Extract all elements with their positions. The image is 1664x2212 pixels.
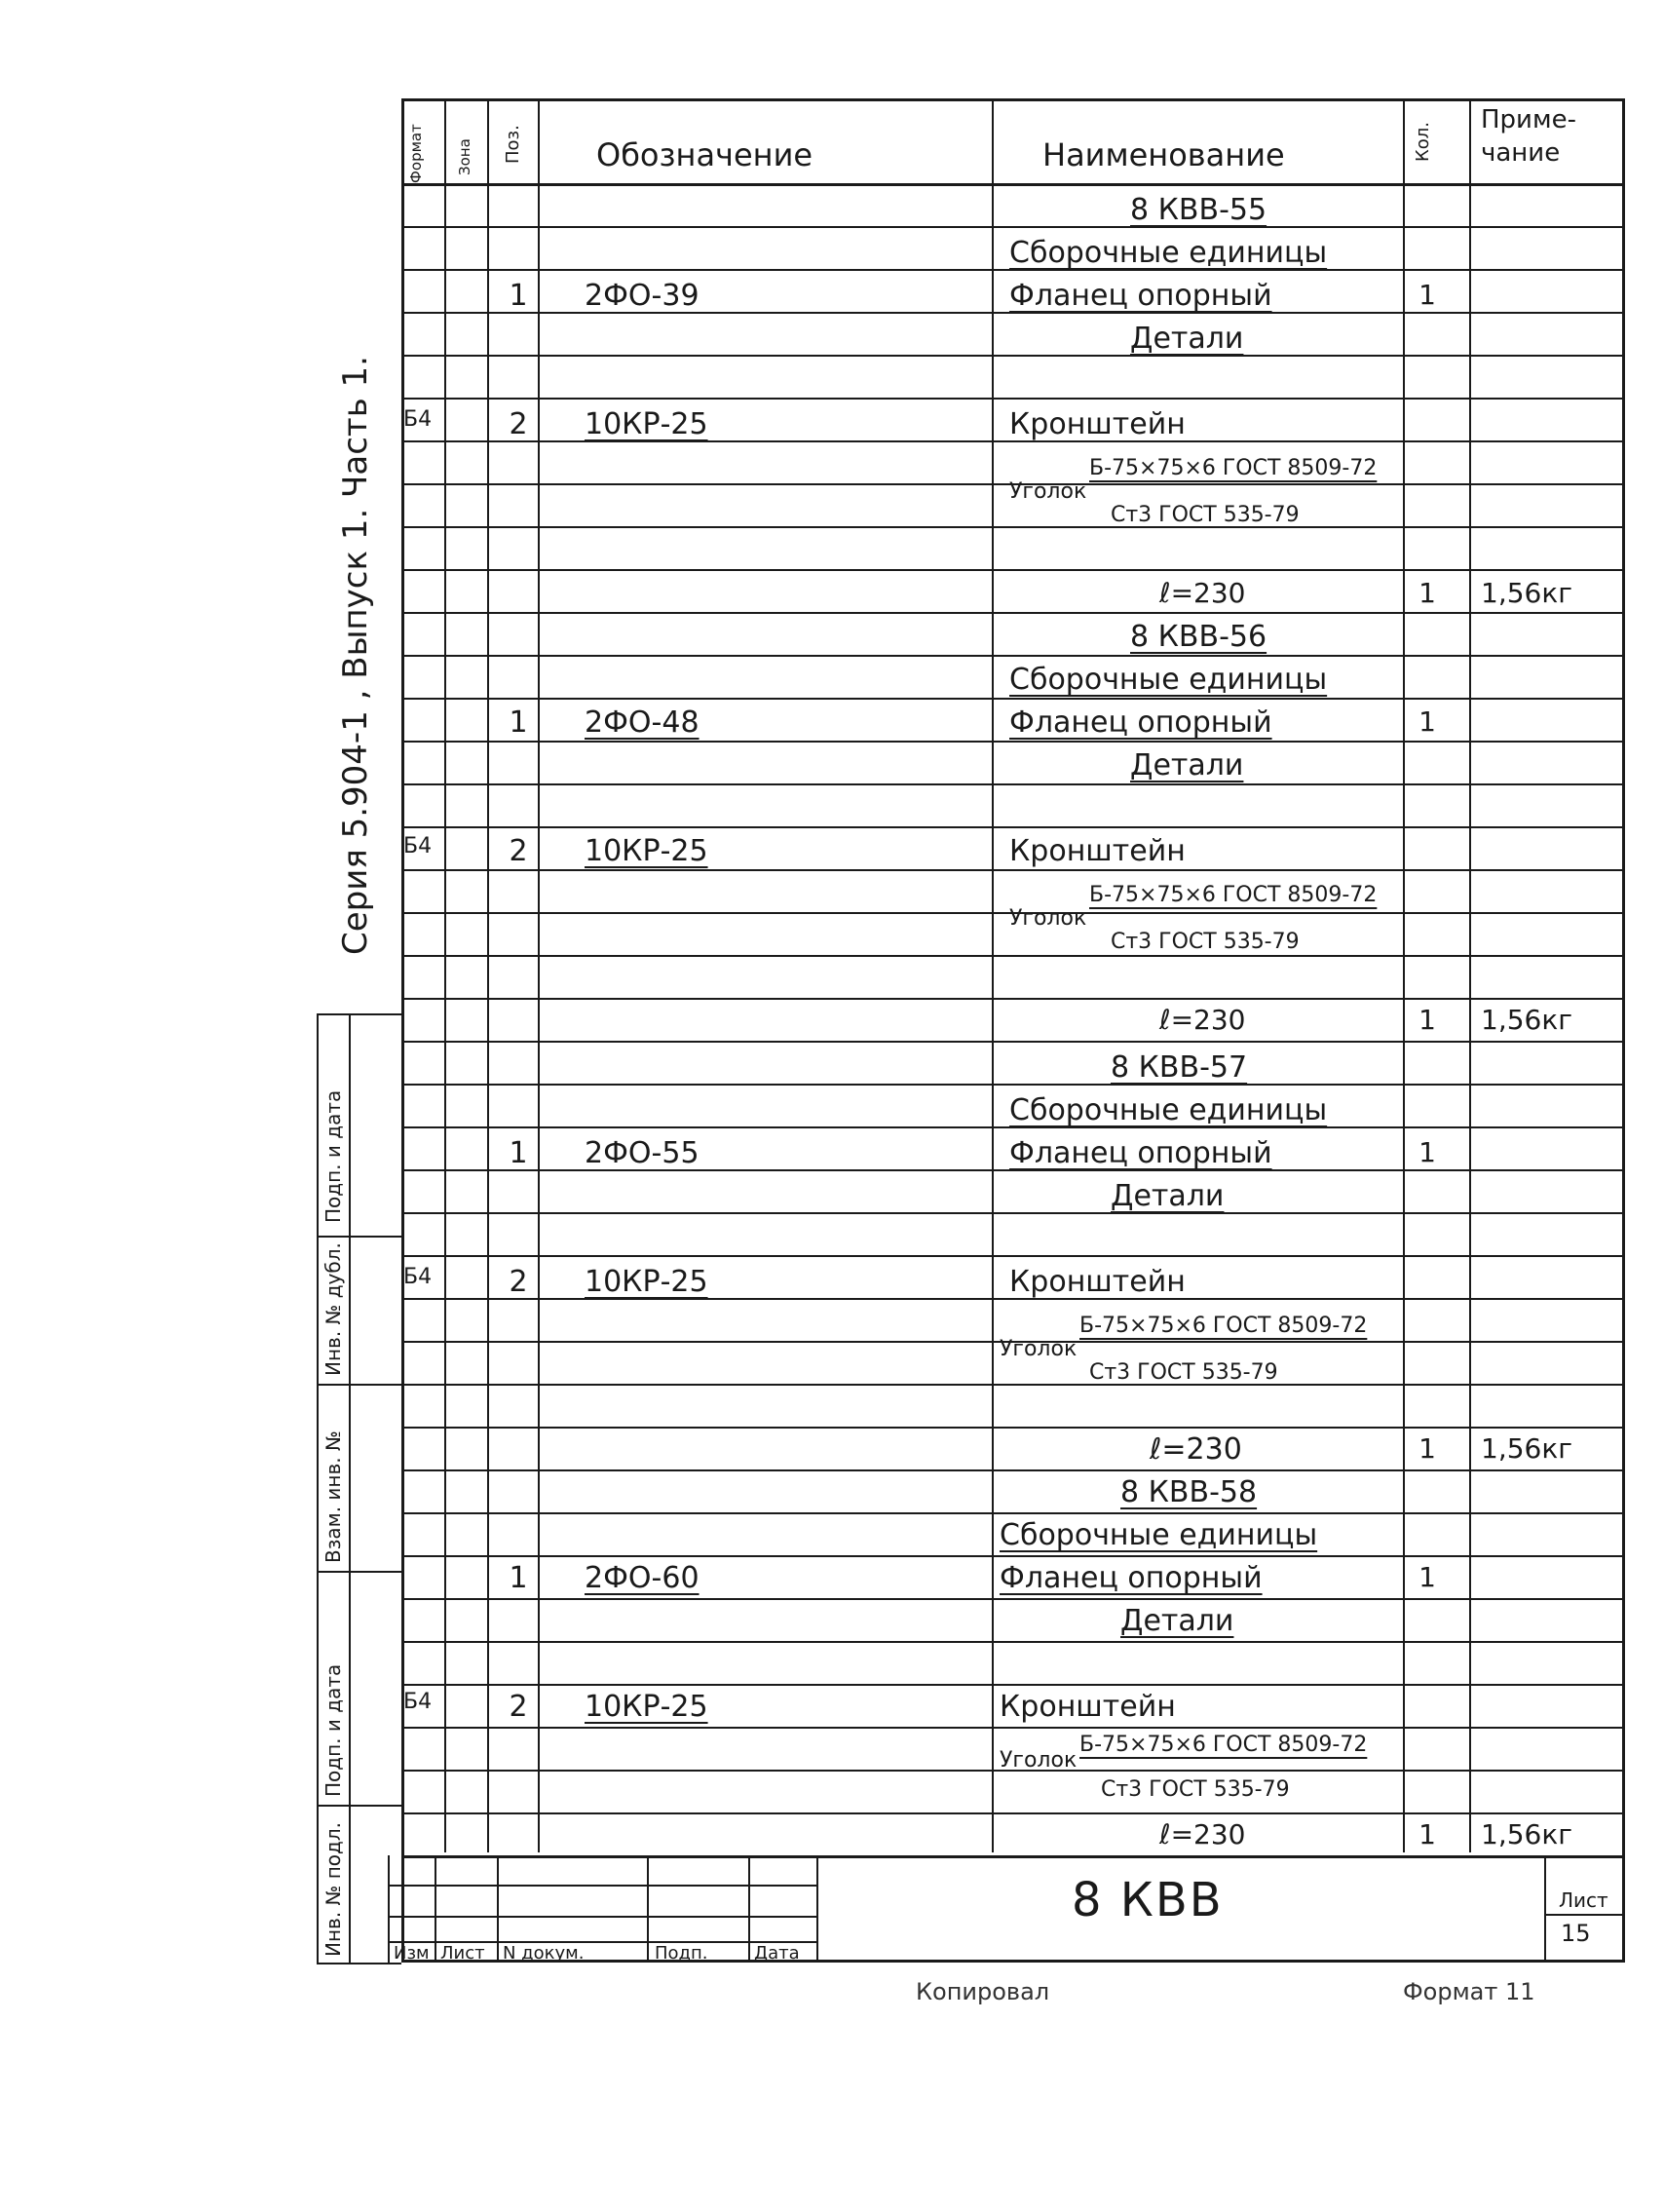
row-line [401, 1598, 1625, 1600]
tb-izm: Изм [394, 1943, 430, 1964]
qty-cell: 1 [1418, 1004, 1436, 1036]
row-line [401, 1041, 1625, 1043]
section-heading: Сборочные единицы [1009, 236, 1328, 270]
margin-vzam-inv: Взам. инв. № [321, 1430, 345, 1563]
margin-sep [317, 1571, 401, 1573]
margin-bottom [317, 1963, 401, 1964]
tb-podp: Подп. [655, 1943, 708, 1964]
row-line [401, 741, 1625, 743]
material-prefix: Уголок [1009, 906, 1087, 931]
name-cell: Кронштейн [1009, 1265, 1186, 1299]
row-line [401, 1684, 1625, 1686]
row-line [401, 1427, 1625, 1429]
row-line [401, 826, 1625, 828]
material-bottom: Ст3 ГОСТ 535-79 [1101, 1777, 1290, 1802]
pos-cell: 1 [509, 279, 528, 313]
note-cell: 1,56кг [1481, 1432, 1572, 1465]
name-cell: Кронштейн [1000, 1690, 1176, 1724]
length-cell: ℓ=230 [1159, 1818, 1246, 1850]
material-prefix: Уголок [1009, 479, 1087, 504]
header-zone: Зона [456, 138, 473, 175]
qty-cell: 1 [1418, 1561, 1436, 1593]
designation-cell: 10КР-25 [585, 834, 708, 868]
qty-cell: 1 [1418, 577, 1436, 609]
footer-format: Формат 11 [1403, 1978, 1535, 2005]
section-heading: Детали [1111, 1179, 1225, 1213]
section-heading: Детали [1130, 748, 1244, 782]
tb-v [1544, 1855, 1546, 1963]
header-designation: Обозначение [596, 136, 813, 173]
tb-v [748, 1855, 750, 1963]
material-top: Б-75×75×6 ГОСТ 8509-72 [1089, 883, 1378, 907]
tb-v [388, 1855, 390, 1963]
assembly-title: 8 КВВ-58 [1120, 1475, 1258, 1509]
section-heading: Детали [1120, 1604, 1234, 1638]
series-label: Серия 5.904-1 , Выпуск 1. Часть 1. [336, 356, 375, 955]
section-heading: Сборочные единицы [1000, 1518, 1318, 1552]
material-prefix: Уголок [1000, 1748, 1078, 1773]
format-cell: Б4 [403, 407, 433, 432]
name-cell: Фланец опорный [1009, 1136, 1272, 1170]
pos-cell: 2 [509, 834, 528, 868]
margin-sep [317, 1805, 401, 1807]
row-line [401, 612, 1625, 614]
row-line [401, 698, 1625, 700]
name-cell: Кронштейн [1009, 834, 1186, 868]
sheet-number: 15 [1561, 1920, 1591, 1947]
material-bottom: Ст3 ГОСТ 535-79 [1111, 503, 1300, 527]
row-line [401, 783, 1625, 785]
header-separator [401, 183, 1625, 186]
length-cell: ℓ=230 [1159, 577, 1246, 609]
tb-data: Дата [754, 1943, 800, 1964]
tb-v [497, 1855, 499, 1963]
tb-v [647, 1855, 649, 1963]
assembly-title: 8 КВВ-55 [1130, 193, 1267, 227]
section-heading: Сборочные единицы [1009, 663, 1328, 697]
row-line [401, 1255, 1625, 1257]
designation-cell: 10КР-25 [585, 1265, 708, 1299]
section-heading: Детали [1130, 322, 1244, 356]
row-line [401, 998, 1625, 1000]
row-line [401, 226, 1625, 228]
margin-inv-dubl: Инв. № дубл. [321, 1242, 345, 1376]
sheet-label: Лист [1559, 1888, 1608, 1912]
tb-line [388, 1885, 816, 1887]
col-sep-zone [487, 98, 489, 1852]
designation-cell: 2ФО-55 [585, 1136, 700, 1170]
pos-cell: 1 [509, 706, 528, 740]
tb-n-dokum: N докум. [503, 1943, 585, 1964]
col-sep-qty [1469, 98, 1471, 1852]
row-line [401, 1212, 1625, 1214]
row-line [401, 1727, 1625, 1729]
margin-sep [317, 1236, 401, 1238]
name-cell: Фланец опорный [1009, 279, 1272, 313]
row-line [401, 1384, 1625, 1386]
format-cell: Б4 [403, 1265, 433, 1289]
row-line [401, 355, 1625, 357]
margin-inv-podl: Инв. № подл. [321, 1822, 345, 1957]
pos-cell: 2 [509, 1265, 528, 1299]
pos-cell: 1 [509, 1561, 528, 1595]
row-line [401, 398, 1625, 400]
col-sep-format [444, 98, 446, 1852]
row-line [401, 1855, 1625, 1858]
pos-cell: 1 [509, 1136, 528, 1170]
header-format: Формат [407, 124, 425, 183]
name-cell: Кронштейн [1009, 407, 1186, 441]
qty-cell: 1 [1418, 279, 1436, 311]
material-top: Б-75×75×6 ГОСТ 8509-72 [1079, 1733, 1368, 1757]
tb-line [1544, 1914, 1625, 1916]
row-line [401, 1641, 1625, 1643]
row-line [401, 955, 1625, 957]
pos-cell: 2 [509, 407, 528, 441]
header-note-1: Приме- [1481, 105, 1576, 134]
note-cell: 1,56кг [1481, 1818, 1572, 1850]
row-line [401, 569, 1625, 571]
designation-cell: 2ФО-60 [585, 1561, 700, 1595]
designation-cell: 10КР-25 [585, 1690, 708, 1724]
format-cell: Б4 [403, 1690, 433, 1714]
margin-sep [317, 1384, 401, 1386]
qty-cell: 1 [1418, 1432, 1436, 1465]
length-cell: ℓ=230 [1159, 1004, 1246, 1036]
header-qty: Кол. [1413, 121, 1433, 162]
qty-cell: 1 [1418, 1136, 1436, 1168]
col-sep-pos [538, 98, 540, 1852]
margin-border-mid [349, 1013, 351, 1964]
margin-podp-data-1: Подп. и дата [321, 1089, 345, 1223]
row-line [401, 1812, 1625, 1814]
header-note-2: чание [1481, 138, 1561, 168]
note-cell: 1,56кг [1481, 1004, 1572, 1036]
footer-copied: Копировал [916, 1978, 1050, 2005]
assembly-title: 8 КВВ-57 [1111, 1050, 1248, 1085]
material-prefix: Уголок [1000, 1337, 1078, 1361]
tb-line [388, 1916, 816, 1918]
row-line [401, 869, 1625, 871]
row-line [401, 1469, 1625, 1471]
header-pos: Поз. [503, 125, 523, 164]
col-sep-designation [992, 98, 994, 1852]
assembly-title: 8 КВВ-56 [1130, 620, 1267, 654]
tb-v [816, 1855, 818, 1963]
designation-cell: 2ФО-39 [585, 279, 700, 313]
row-line [401, 1084, 1625, 1086]
designation-cell: 2ФО-48 [585, 706, 700, 740]
material-top: Б-75×75×6 ГОСТ 8509-72 [1079, 1314, 1368, 1338]
qty-cell: 1 [1418, 1818, 1436, 1850]
section-heading: Сборочные единицы [1009, 1093, 1328, 1127]
name-cell: Фланец опорный [1009, 706, 1272, 740]
note-cell: 1,56кг [1481, 577, 1572, 609]
row-line [401, 526, 1625, 528]
document-code: 8 КВВ [1072, 1873, 1224, 1927]
row-line [401, 1512, 1625, 1514]
row-line [401, 655, 1625, 657]
margin-top [317, 1013, 401, 1015]
length-cell: ℓ=230 [1150, 1432, 1242, 1467]
tb-list: Лист [440, 1943, 485, 1964]
material-bottom: Ст3 ГОСТ 535-79 [1111, 930, 1300, 954]
tb-v [435, 1855, 436, 1963]
format-cell: Б4 [403, 834, 433, 858]
designation-cell: 10КР-25 [585, 407, 708, 441]
material-top: Б-75×75×6 ГОСТ 8509-72 [1089, 456, 1378, 480]
margin-border-left [317, 1013, 319, 1964]
material-bottom: Ст3 ГОСТ 535-79 [1089, 1360, 1278, 1385]
qty-cell: 1 [1418, 706, 1436, 738]
name-cell: Фланец опорный [1000, 1561, 1263, 1595]
margin-podp-data-2: Подп. и дата [321, 1663, 345, 1797]
pos-cell: 2 [509, 1690, 528, 1724]
row-line [401, 1555, 1625, 1557]
header-name: Наименование [1042, 136, 1285, 173]
